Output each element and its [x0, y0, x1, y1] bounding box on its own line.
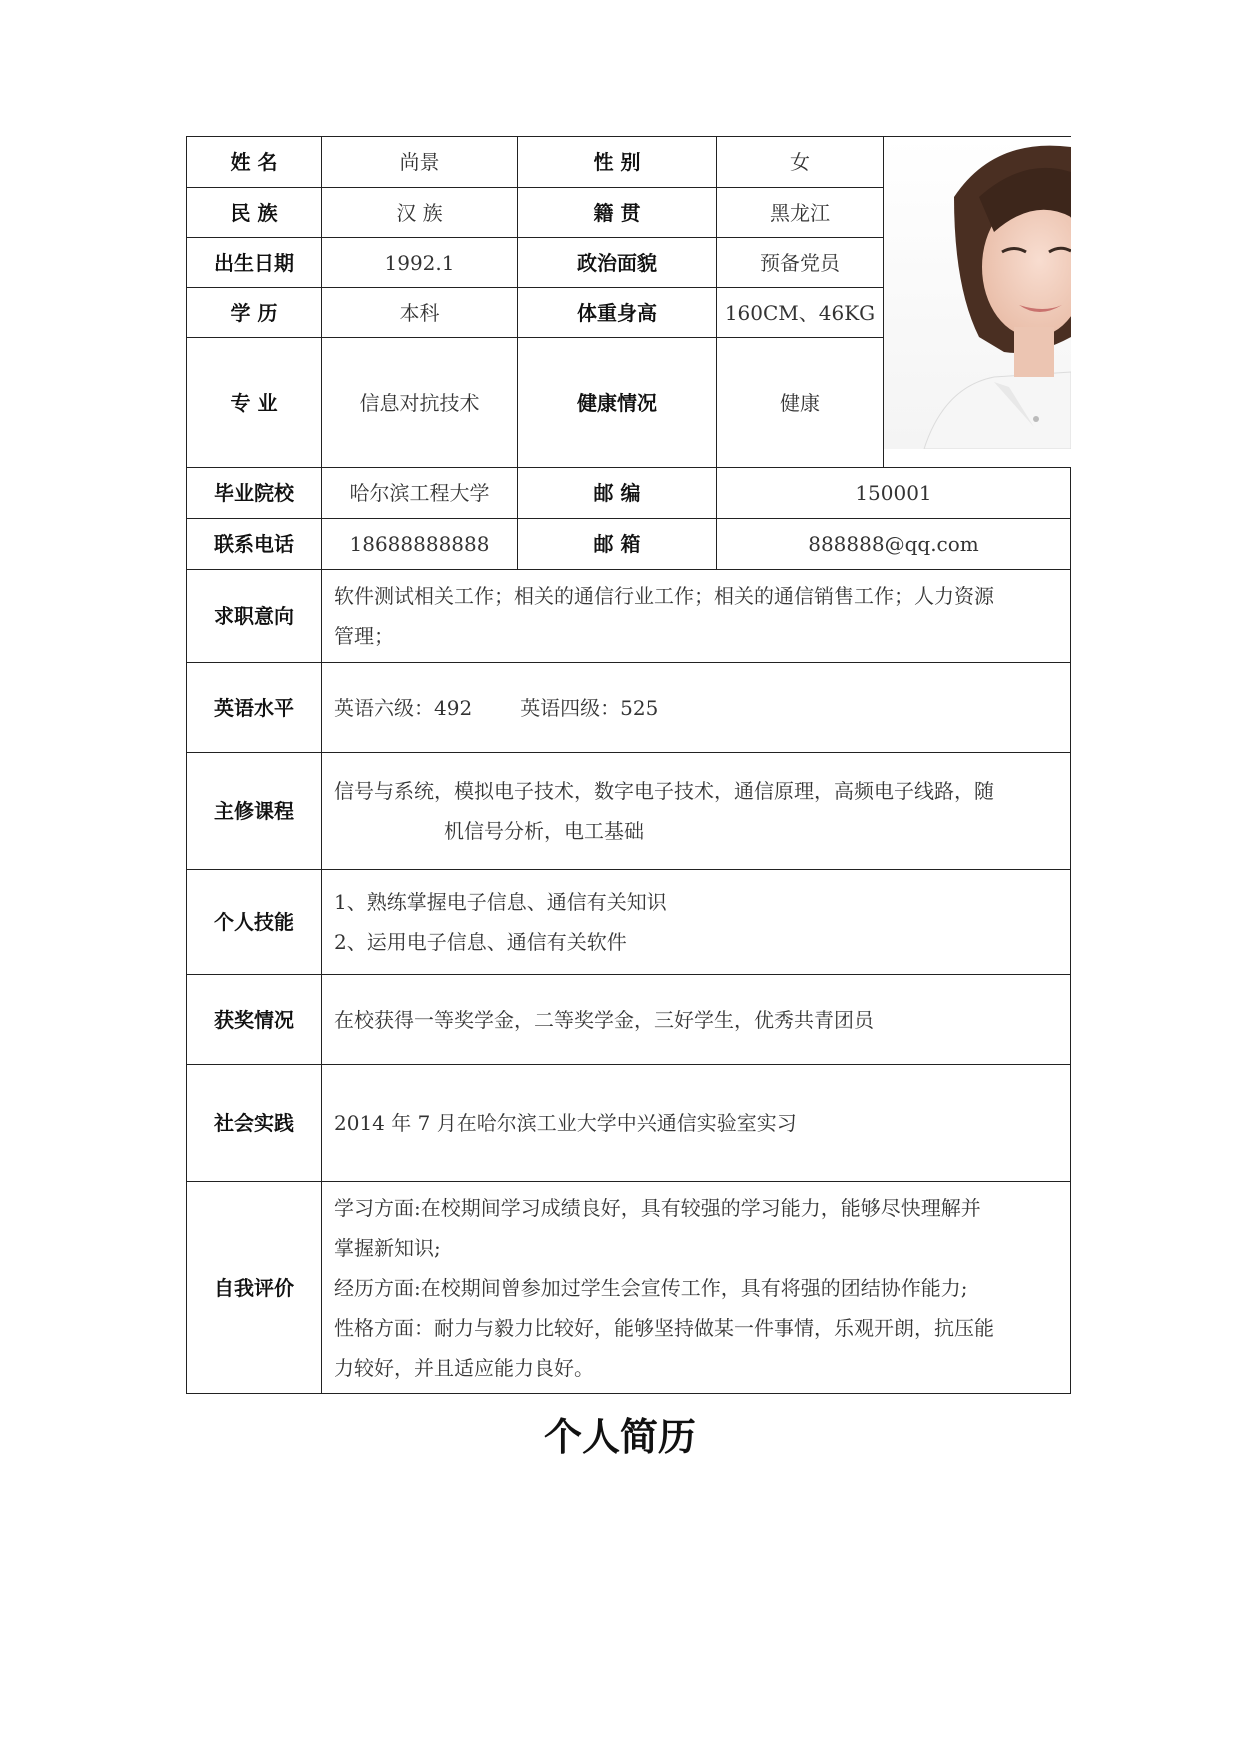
- row-school: [187, 468, 1071, 519]
- row-intent: [187, 570, 1071, 663]
- hometown-label: 籍 贯: [518, 188, 717, 238]
- intent-line: 管理；: [334, 624, 394, 648]
- self-label: 自我评价: [187, 1182, 322, 1394]
- practice-text: 2014 年 7 月在哈尔滨工业大学中兴通信实验室实习: [322, 1065, 1071, 1182]
- education-label: 学 历: [187, 288, 322, 338]
- row-skills: [187, 870, 1071, 975]
- awards-text: 在校获得一等奖学金，二等奖学金，三好学生，优秀共青团员: [322, 975, 1071, 1065]
- courses-line: 机信号分析，电工基础: [444, 819, 644, 843]
- resume-table: [186, 136, 1071, 1394]
- major-value: 信息对抗技术: [322, 338, 518, 468]
- name-value: 尚景: [322, 137, 518, 188]
- courses-line: 信号与系统，模拟电子技术，数字电子技术，通信原理，高频电子线路，随: [334, 779, 994, 803]
- major-label: 专 业: [187, 338, 322, 468]
- email-value: 888888@qq.com: [717, 519, 1071, 570]
- politics-value: 预备党员: [717, 238, 884, 288]
- row-name: [187, 137, 1071, 188]
- gender-value: 女: [717, 137, 884, 188]
- education-value: 本科: [322, 288, 518, 338]
- cet6-score: 英语六级：492: [334, 695, 473, 720]
- english-text: [322, 663, 1071, 753]
- skills-text: [322, 870, 1071, 975]
- gender-label: 性 别: [518, 137, 717, 188]
- self-line: 力较好，并且适应能力良好。: [334, 1355, 594, 1380]
- health-label: 健康情况: [518, 338, 717, 468]
- awards-label: 获奖情况: [187, 975, 322, 1065]
- row-phone: [187, 519, 1071, 570]
- birth-label: 出生日期: [187, 238, 322, 288]
- zip-value: 150001: [717, 468, 1071, 519]
- phone-label: 联系电话: [187, 519, 322, 570]
- body-label: 体重身高: [518, 288, 717, 338]
- courses-label: 主修课程: [187, 753, 322, 870]
- self-text: [322, 1182, 1071, 1394]
- ethnicity-value: 汉 族: [322, 188, 518, 238]
- ethnicity-label: 民 族: [187, 188, 322, 238]
- intent-line: 软件测试相关工作；相关的通信行业工作；相关的通信销售工作；人力资源: [334, 584, 994, 608]
- intent-text: [322, 570, 1071, 663]
- hometown-value: 黑龙江: [717, 188, 884, 238]
- photo-cell: [884, 137, 1071, 468]
- skills-line: 1、熟练掌握电子信息、通信有关知识: [334, 890, 667, 914]
- skills-line: 2、运用电子信息、通信有关软件: [334, 930, 627, 954]
- self-line: 性格方面：耐力与毅力比较好，能够坚持做某一件事情，乐观开朗，抗压能: [334, 1315, 994, 1340]
- self-line: 掌握新知识;: [334, 1235, 441, 1260]
- school-label: 毕业院校: [187, 468, 322, 519]
- birth-value: 1992.1: [322, 238, 518, 288]
- school-value: 哈尔滨工程大学: [322, 468, 518, 519]
- courses-text: [322, 753, 1071, 870]
- phone-value: 18688888888: [322, 519, 518, 570]
- row-english: [187, 663, 1071, 753]
- english-label: 英语水平: [187, 663, 322, 753]
- cet4-score: 英语四级：525: [520, 695, 659, 720]
- health-value: 健康: [717, 338, 884, 468]
- row-courses: [187, 753, 1071, 870]
- self-line: 经历方面:在校期间曾参加过学生会宣传工作，具有将强的团结协作能力;: [334, 1275, 968, 1300]
- page-title: 个人简历: [543, 1415, 696, 1459]
- row-self: [187, 1182, 1071, 1394]
- row-practice: [187, 1065, 1071, 1182]
- zip-label: 邮 编: [518, 468, 717, 519]
- politics-label: 政治面貌: [518, 238, 717, 288]
- practice-label: 社会实践: [187, 1065, 322, 1182]
- intent-label: 求职意向: [187, 570, 322, 663]
- self-line: 学习方面:在校期间学习成绩良好，具有较强的学习能力，能够尽快理解并: [334, 1195, 981, 1220]
- name-label: 姓 名: [187, 137, 322, 188]
- email-label: 邮 箱: [518, 519, 717, 570]
- body-value: 160CM、46KG: [717, 288, 884, 338]
- profile-photo: [884, 137, 1071, 449]
- row-awards: [187, 975, 1071, 1065]
- skills-label: 个人技能: [187, 870, 322, 975]
